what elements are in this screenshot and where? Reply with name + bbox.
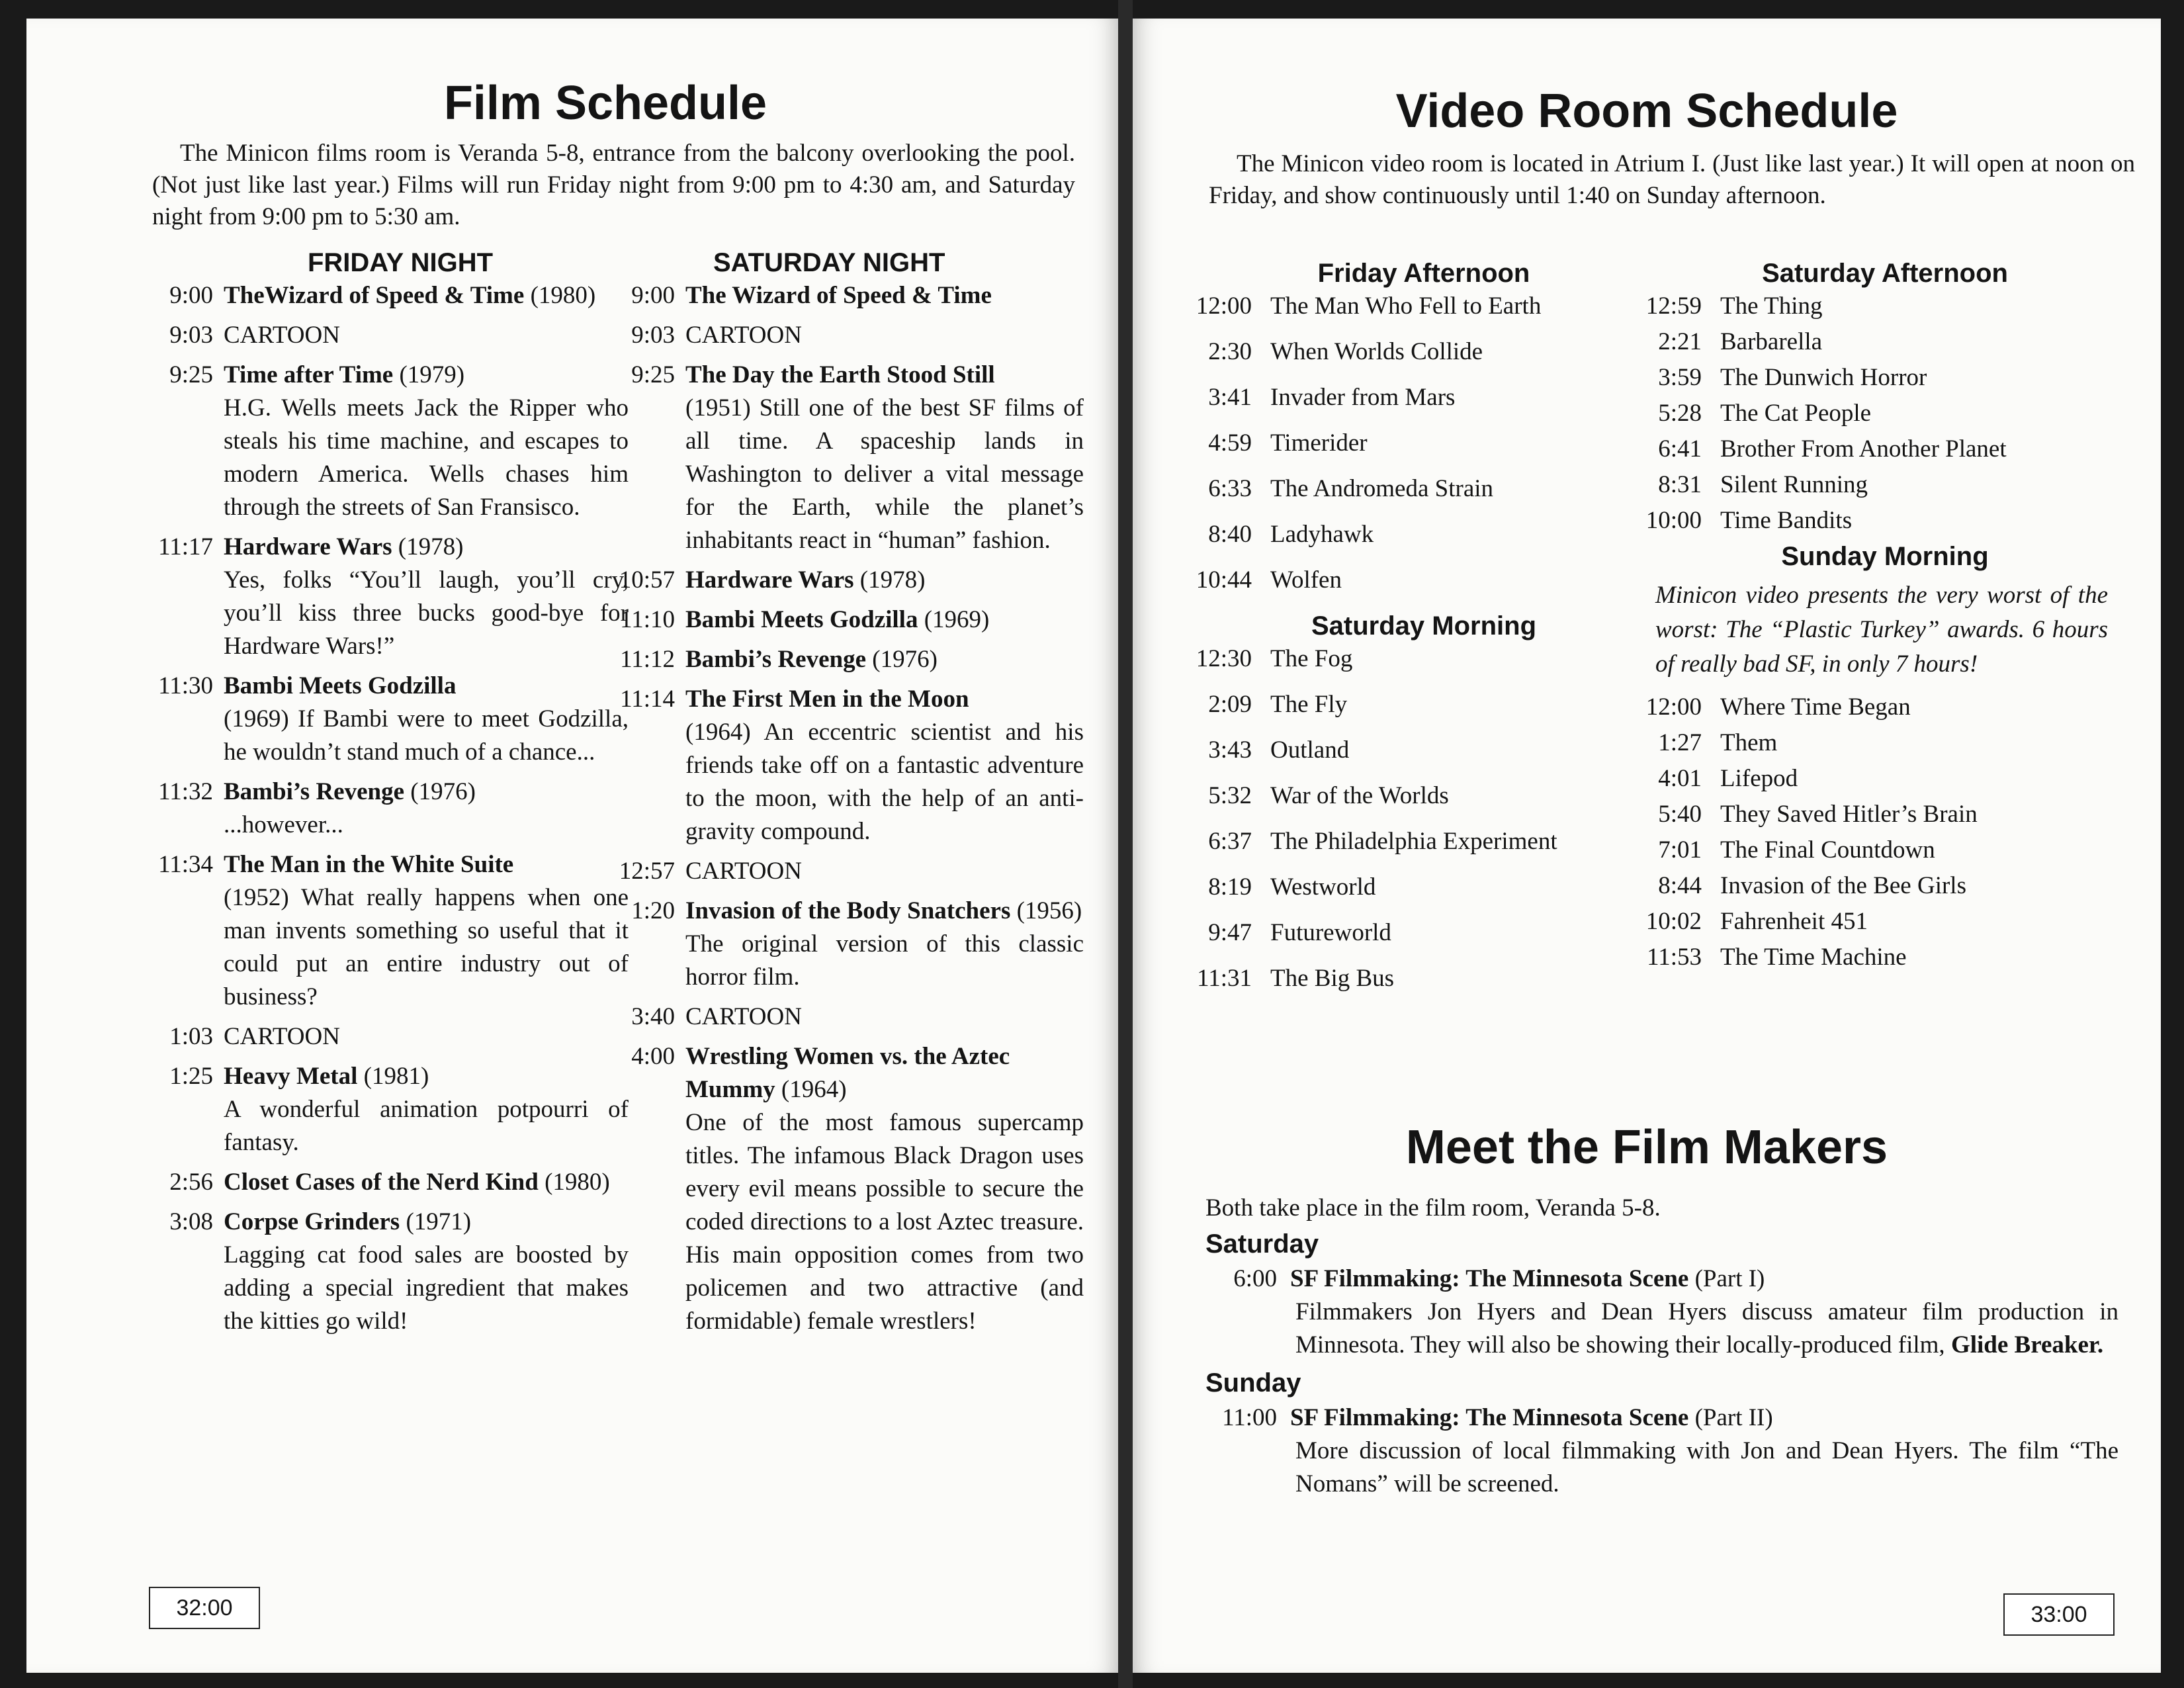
film-title: Bambi’s Revenge	[224, 778, 405, 805]
right-page	[1133, 19, 2161, 1673]
film-description: (1969) If Bambi were to meet Godzilla, he wouldn’t stand much of a chance...	[224, 705, 629, 766]
showtime: 11:34	[158, 851, 213, 878]
showtime: 6:37	[1208, 828, 1252, 855]
video-title: When Worlds Collide	[1270, 338, 1483, 365]
showtime: 4:00	[631, 1043, 675, 1070]
showtime: 11:31	[1197, 965, 1252, 992]
video-title: The Fog	[1270, 645, 1353, 672]
film-entry	[607, 319, 1084, 352]
video-entry	[1192, 427, 1629, 460]
friday-afternoon-heading: Friday Afternoon	[1317, 259, 1530, 288]
showtime: 10:00	[1645, 507, 1702, 534]
showtime: 3:08	[169, 1208, 213, 1235]
video-title: Barbarella	[1720, 328, 1823, 355]
film-entry	[607, 1000, 1084, 1034]
film-entry	[146, 1060, 629, 1159]
video-title: The Dunwich Horror	[1720, 364, 1927, 391]
film-entry	[146, 848, 629, 1014]
video-entry	[1192, 916, 1629, 950]
showtime: 11:10	[620, 606, 675, 633]
showtime: 12:00	[1196, 292, 1252, 320]
event-title: SF Filmmaking: The Minnesota Scene	[1290, 1404, 1689, 1431]
film-description: (1951) Still one of the best SF films of all time. A spaceship lands in Washington to deliver a vital message for the Earth, while the planet’s inhabitants react in “human” fashion.	[685, 394, 1084, 554]
saturday-night-heading: SATURDAY NIGHT	[713, 248, 945, 277]
video-entry	[1642, 504, 2108, 537]
video-title: Where Time Began	[1720, 693, 1911, 721]
saturday-afternoon-list	[1642, 290, 2108, 537]
video-entry	[1642, 727, 2108, 760]
event-time: 11:00	[1222, 1404, 1277, 1431]
video-entry	[1192, 825, 1629, 858]
sunday-event	[1205, 1401, 2118, 1501]
video-title: Lifepod	[1720, 765, 1798, 792]
video-entry	[1192, 381, 1629, 414]
video-entry	[1192, 472, 1629, 506]
video-entry	[1192, 335, 1629, 369]
saturday-morning-list	[1192, 643, 1629, 995]
film-entry	[607, 855, 1084, 888]
showtime: 7:01	[1658, 836, 1702, 864]
video-title: The Fly	[1270, 691, 1348, 718]
film-description: Yes, folks “You’ll laugh, you’ll cry, you’ll kiss three bucks good-bye for Hardware Wars!”	[224, 566, 629, 660]
film-entry	[146, 359, 629, 524]
showtime: 1:03	[169, 1023, 213, 1050]
showtime: 5:32	[1208, 782, 1252, 809]
showtime: 12:30	[1196, 645, 1252, 672]
film-title: Hardware Wars	[224, 533, 392, 560]
video-title: The Man Who Fell to Earth	[1270, 292, 1542, 320]
video-entry	[1642, 798, 2108, 831]
video-entry	[1192, 688, 1629, 721]
film-title: Closet Cases of the Nerd Kind	[224, 1169, 539, 1196]
video-entry	[1642, 691, 2108, 724]
showtime: 4:01	[1658, 765, 1702, 792]
film-entry	[146, 531, 629, 663]
showtime: 9:47	[1208, 919, 1252, 946]
book-spine	[1118, 0, 1133, 1688]
film-year: (1979)	[399, 361, 465, 388]
film-year: (1971)	[406, 1208, 472, 1235]
film-entry	[146, 1166, 629, 1199]
event-description: Filmmakers Jon Hyers and Dean Hyers discuss amateur film production in Minnesota. They will also be showing their locally-produced film,	[1295, 1298, 2118, 1358]
showtime: 10:44	[1196, 566, 1252, 594]
saturday-event	[1205, 1263, 2118, 1362]
video-title: Outland	[1270, 736, 1350, 764]
event-description: More discussion of local filmmaking with Jon and Dean Hyers. The film “The Nomans” will be screened.	[1295, 1437, 2118, 1497]
film-entry	[607, 643, 1084, 676]
film-entry	[146, 670, 629, 769]
film-year: (1980)	[545, 1169, 610, 1196]
video-entry	[1642, 762, 2108, 795]
showtime: 2:56	[169, 1169, 213, 1196]
sunday-morning-list	[1642, 691, 2108, 974]
video-title: Wolfen	[1270, 566, 1342, 594]
film-year: (1956)	[1016, 897, 1082, 924]
showtime: 9:03	[169, 322, 213, 349]
video-entry	[1642, 834, 2108, 867]
film-year: (1981)	[363, 1063, 429, 1090]
video-title: Brother From Another Planet	[1720, 435, 2007, 463]
cartoon-label: CARTOON	[224, 322, 340, 349]
video-title: Invasion of the Bee Girls	[1720, 872, 1966, 899]
friday-night-column	[146, 246, 629, 1345]
video-entry	[1192, 564, 1629, 597]
video-title: Ladyhawk	[1270, 521, 1374, 548]
film-year: (1964)	[781, 1076, 847, 1103]
film-title: Wrestling Women vs. the Aztec Mummy	[685, 1043, 1010, 1103]
film-title: Bambi Meets Godzilla	[685, 606, 918, 633]
film-title: Time after Time	[224, 361, 394, 388]
cartoon-label: CARTOON	[685, 1003, 802, 1030]
video-title: Fahrenheit 451	[1720, 908, 1868, 935]
cartoon-label: CARTOON	[685, 322, 802, 349]
event-title: SF Filmmaking: The Minnesota Scene	[1290, 1265, 1689, 1292]
film-year: (1976)	[410, 778, 476, 805]
showtime: 11:30	[158, 672, 213, 699]
saturday-night-list	[607, 279, 1084, 1338]
film-title: The First Men in the Moon	[685, 686, 969, 713]
film-title: Bambi Meets Godzilla	[224, 672, 457, 699]
showtime: 1:20	[631, 897, 675, 924]
video-entry	[1192, 290, 1629, 323]
meet-intro: Both take place in the film room, Veranda 5-8.	[1205, 1194, 1661, 1222]
friday-afternoon-list	[1192, 290, 1629, 597]
event-part: (Part II)	[1694, 1404, 1773, 1431]
film-entry	[607, 359, 1084, 557]
video-title: The Time Machine	[1720, 944, 1907, 971]
film-entry	[146, 1206, 629, 1338]
cartoon-label: CARTOON	[685, 858, 802, 885]
video-right-column	[1642, 257, 2108, 977]
event-part: (Part I)	[1694, 1265, 1765, 1292]
page-title: Video Room Schedule	[1395, 85, 1898, 138]
cartoon-label: CARTOON	[224, 1023, 340, 1050]
page-title: Film Schedule	[443, 77, 767, 130]
intro-paragraph: The Minicon films room is Veranda 5-8, entrance from the balcony overlooking the pool. (Not just like last year.) Films will run Friday night from 9:00 pm to 4:30 am, and Saturday night from 9:00 pm to 5:30 am.	[152, 140, 1075, 230]
video-entry	[1642, 433, 2108, 466]
film-description: A wonderful animation potpourri of fantasy.	[224, 1096, 629, 1156]
film-year: (1978)	[398, 533, 464, 560]
left-page	[26, 19, 1118, 1673]
film-year: (1980)	[530, 282, 596, 309]
video-title: Timerider	[1270, 429, 1368, 457]
film-entry	[607, 279, 1084, 312]
friday-night-heading: FRIDAY NIGHT	[307, 248, 494, 277]
showtime: 2:09	[1208, 691, 1252, 718]
showtime: 10:02	[1645, 908, 1702, 935]
film-entry	[607, 895, 1084, 994]
film-entry	[607, 683, 1084, 848]
film-description: (1964) An eccentric scientist and his friends take off on a fantastic adventure to the moon, with the help of an anti-gravity compound.	[685, 719, 1084, 845]
video-title: Westworld	[1270, 873, 1376, 901]
video-title: Invader from Mars	[1270, 384, 1456, 411]
video-left-column	[1192, 257, 1629, 1008]
video-entry	[1192, 962, 1629, 995]
showtime: 8:31	[1658, 471, 1702, 498]
film-title: Bambi’s Revenge	[685, 646, 867, 673]
video-entry	[1642, 326, 2108, 359]
event-film-title: Glide Breaker.	[1950, 1331, 2104, 1358]
video-entry	[1192, 734, 1629, 767]
showtime: 12:00	[1645, 693, 1702, 721]
showtime: 1:25	[169, 1063, 213, 1090]
showtime: 5:40	[1658, 801, 1702, 828]
showtime: 9:00	[169, 282, 213, 309]
sunday-label: Sunday	[1205, 1368, 1301, 1398]
video-title: The Thing	[1720, 292, 1823, 320]
showtime: 4:59	[1208, 429, 1252, 457]
page-number: 32:00	[149, 1587, 260, 1629]
showtime: 3:43	[1208, 736, 1252, 764]
showtime: 11:53	[1647, 944, 1702, 971]
saturday-label: Saturday	[1205, 1229, 1319, 1259]
video-title: The Cat People	[1720, 400, 1872, 427]
film-entry	[146, 319, 629, 352]
intro-paragraph: The Minicon video room is located in Atrium I. (Just like last year.) It will open at noon on Friday, and show continuously until 1:40 on Sunday afternoon.	[1209, 150, 2135, 209]
film-title: The Wizard of Speed & Time	[685, 282, 992, 309]
video-entry	[1642, 290, 2108, 323]
film-description: Lagging cat food sales are boosted by adding a special ingredient that makes the kitties go wild!	[224, 1241, 629, 1335]
showtime: 6:41	[1658, 435, 1702, 463]
film-year: (1976)	[872, 646, 938, 673]
video-title: The Final Countdown	[1720, 836, 1935, 864]
meet-filmmakers-title: Meet the Film Makers	[1405, 1121, 1888, 1174]
film-description: ...however...	[224, 811, 343, 838]
meet-filmmakers-section	[1205, 1191, 2118, 1501]
video-entry	[1192, 779, 1629, 813]
film-year: (1969)	[924, 606, 990, 633]
video-title: Time Bandits	[1720, 507, 1853, 534]
video-title: The Big Bus	[1270, 965, 1395, 992]
showtime: 3:41	[1208, 384, 1252, 411]
showtime: 10:57	[619, 566, 675, 594]
film-entry	[146, 776, 629, 842]
film-year: (1978)	[859, 566, 926, 594]
showtime: 11:14	[620, 686, 675, 713]
page-number: 33:00	[2003, 1593, 2115, 1636]
showtime: 6:33	[1208, 475, 1252, 502]
film-entry	[607, 1040, 1084, 1338]
showtime: 12:59	[1645, 292, 1702, 320]
showtime: 11:32	[158, 778, 213, 805]
video-entry	[1642, 361, 2108, 394]
video-entry	[1642, 869, 2108, 903]
showtime: 9:00	[631, 282, 675, 309]
video-entry	[1192, 518, 1629, 551]
film-title: Invasion of the Body Snatchers	[685, 897, 1011, 924]
showtime: 9:25	[631, 361, 675, 388]
video-title: The Andromeda Strain	[1270, 475, 1494, 502]
showtime: 3:59	[1658, 364, 1702, 391]
video-title: They Saved Hitler’s Brain	[1720, 801, 1978, 828]
sunday-morning-heading: Sunday Morning	[1781, 542, 1989, 571]
video-title: Futureworld	[1270, 919, 1391, 946]
showtime: 2:21	[1658, 328, 1702, 355]
event-time: 6:00	[1233, 1265, 1277, 1292]
video-title: War of the Worlds	[1270, 782, 1449, 809]
video-entry	[1642, 905, 2108, 938]
film-description: H.G. Wells meets Jack the Ripper who steals his time machine, and escapes to modern America. Wells chases him through the streets of San Fransisco.	[224, 394, 629, 521]
film-title: Corpse Grinders	[224, 1208, 400, 1235]
showtime: 5:28	[1658, 400, 1702, 427]
film-entry	[146, 1020, 629, 1053]
showtime: 11:12	[620, 646, 675, 673]
video-entry	[1192, 643, 1629, 676]
film-entry	[607, 564, 1084, 597]
friday-night-list	[146, 279, 629, 1338]
film-description: (1952) What really happens when one man invents something so useful that it could put an entire industry out of business?	[224, 884, 629, 1010]
video-title: The Philadelphia Experiment	[1270, 828, 1557, 855]
film-title: Heavy Metal	[224, 1063, 358, 1090]
showtime: 9:03	[631, 322, 675, 349]
showtime: 3:40	[631, 1003, 675, 1030]
film-description: One of the most famous supercamp titles. The infamous Black Dragon uses every evil means possible to secure the coded directions to a lost Aztec treasure. His main opposition comes from two policemen and two attractive (and formidable) female wrestlers!	[685, 1109, 1084, 1335]
video-entry	[1192, 871, 1629, 904]
film-title: Hardware Wars	[685, 566, 854, 594]
video-entry	[1642, 397, 2108, 430]
film-description: The original version of this classic horror film.	[685, 930, 1084, 991]
film-entry	[607, 603, 1084, 637]
saturday-afternoon-heading: Saturday Afternoon	[1762, 259, 2008, 288]
showtime: 8:40	[1208, 521, 1252, 548]
film-title: The Day the Earth Stood Still	[685, 361, 995, 388]
video-title: Them	[1720, 729, 1778, 756]
film-entry	[146, 279, 629, 312]
plastic-turkey-note: Minicon video presents the very worst of the worst: The “Plastic Turkey” awards. 6 hours of really bad SF, in only 7 hours!	[1655, 582, 2108, 678]
video-title: Silent Running	[1720, 471, 1868, 498]
showtime: 8:19	[1208, 873, 1252, 901]
video-entry	[1642, 468, 2108, 502]
saturday-morning-heading: Saturday Morning	[1311, 611, 1537, 641]
video-entry	[1642, 941, 2108, 974]
film-title: TheWizard of Speed & Time	[224, 282, 525, 309]
showtime: 1:27	[1658, 729, 1702, 756]
showtime: 9:25	[169, 361, 213, 388]
film-title: The Man in the White Suite	[224, 851, 514, 878]
showtime: 12:57	[619, 858, 675, 885]
saturday-night-column	[607, 246, 1084, 1345]
showtime: 2:30	[1208, 338, 1252, 365]
showtime: 11:17	[158, 533, 213, 560]
showtime: 8:44	[1658, 872, 1702, 899]
